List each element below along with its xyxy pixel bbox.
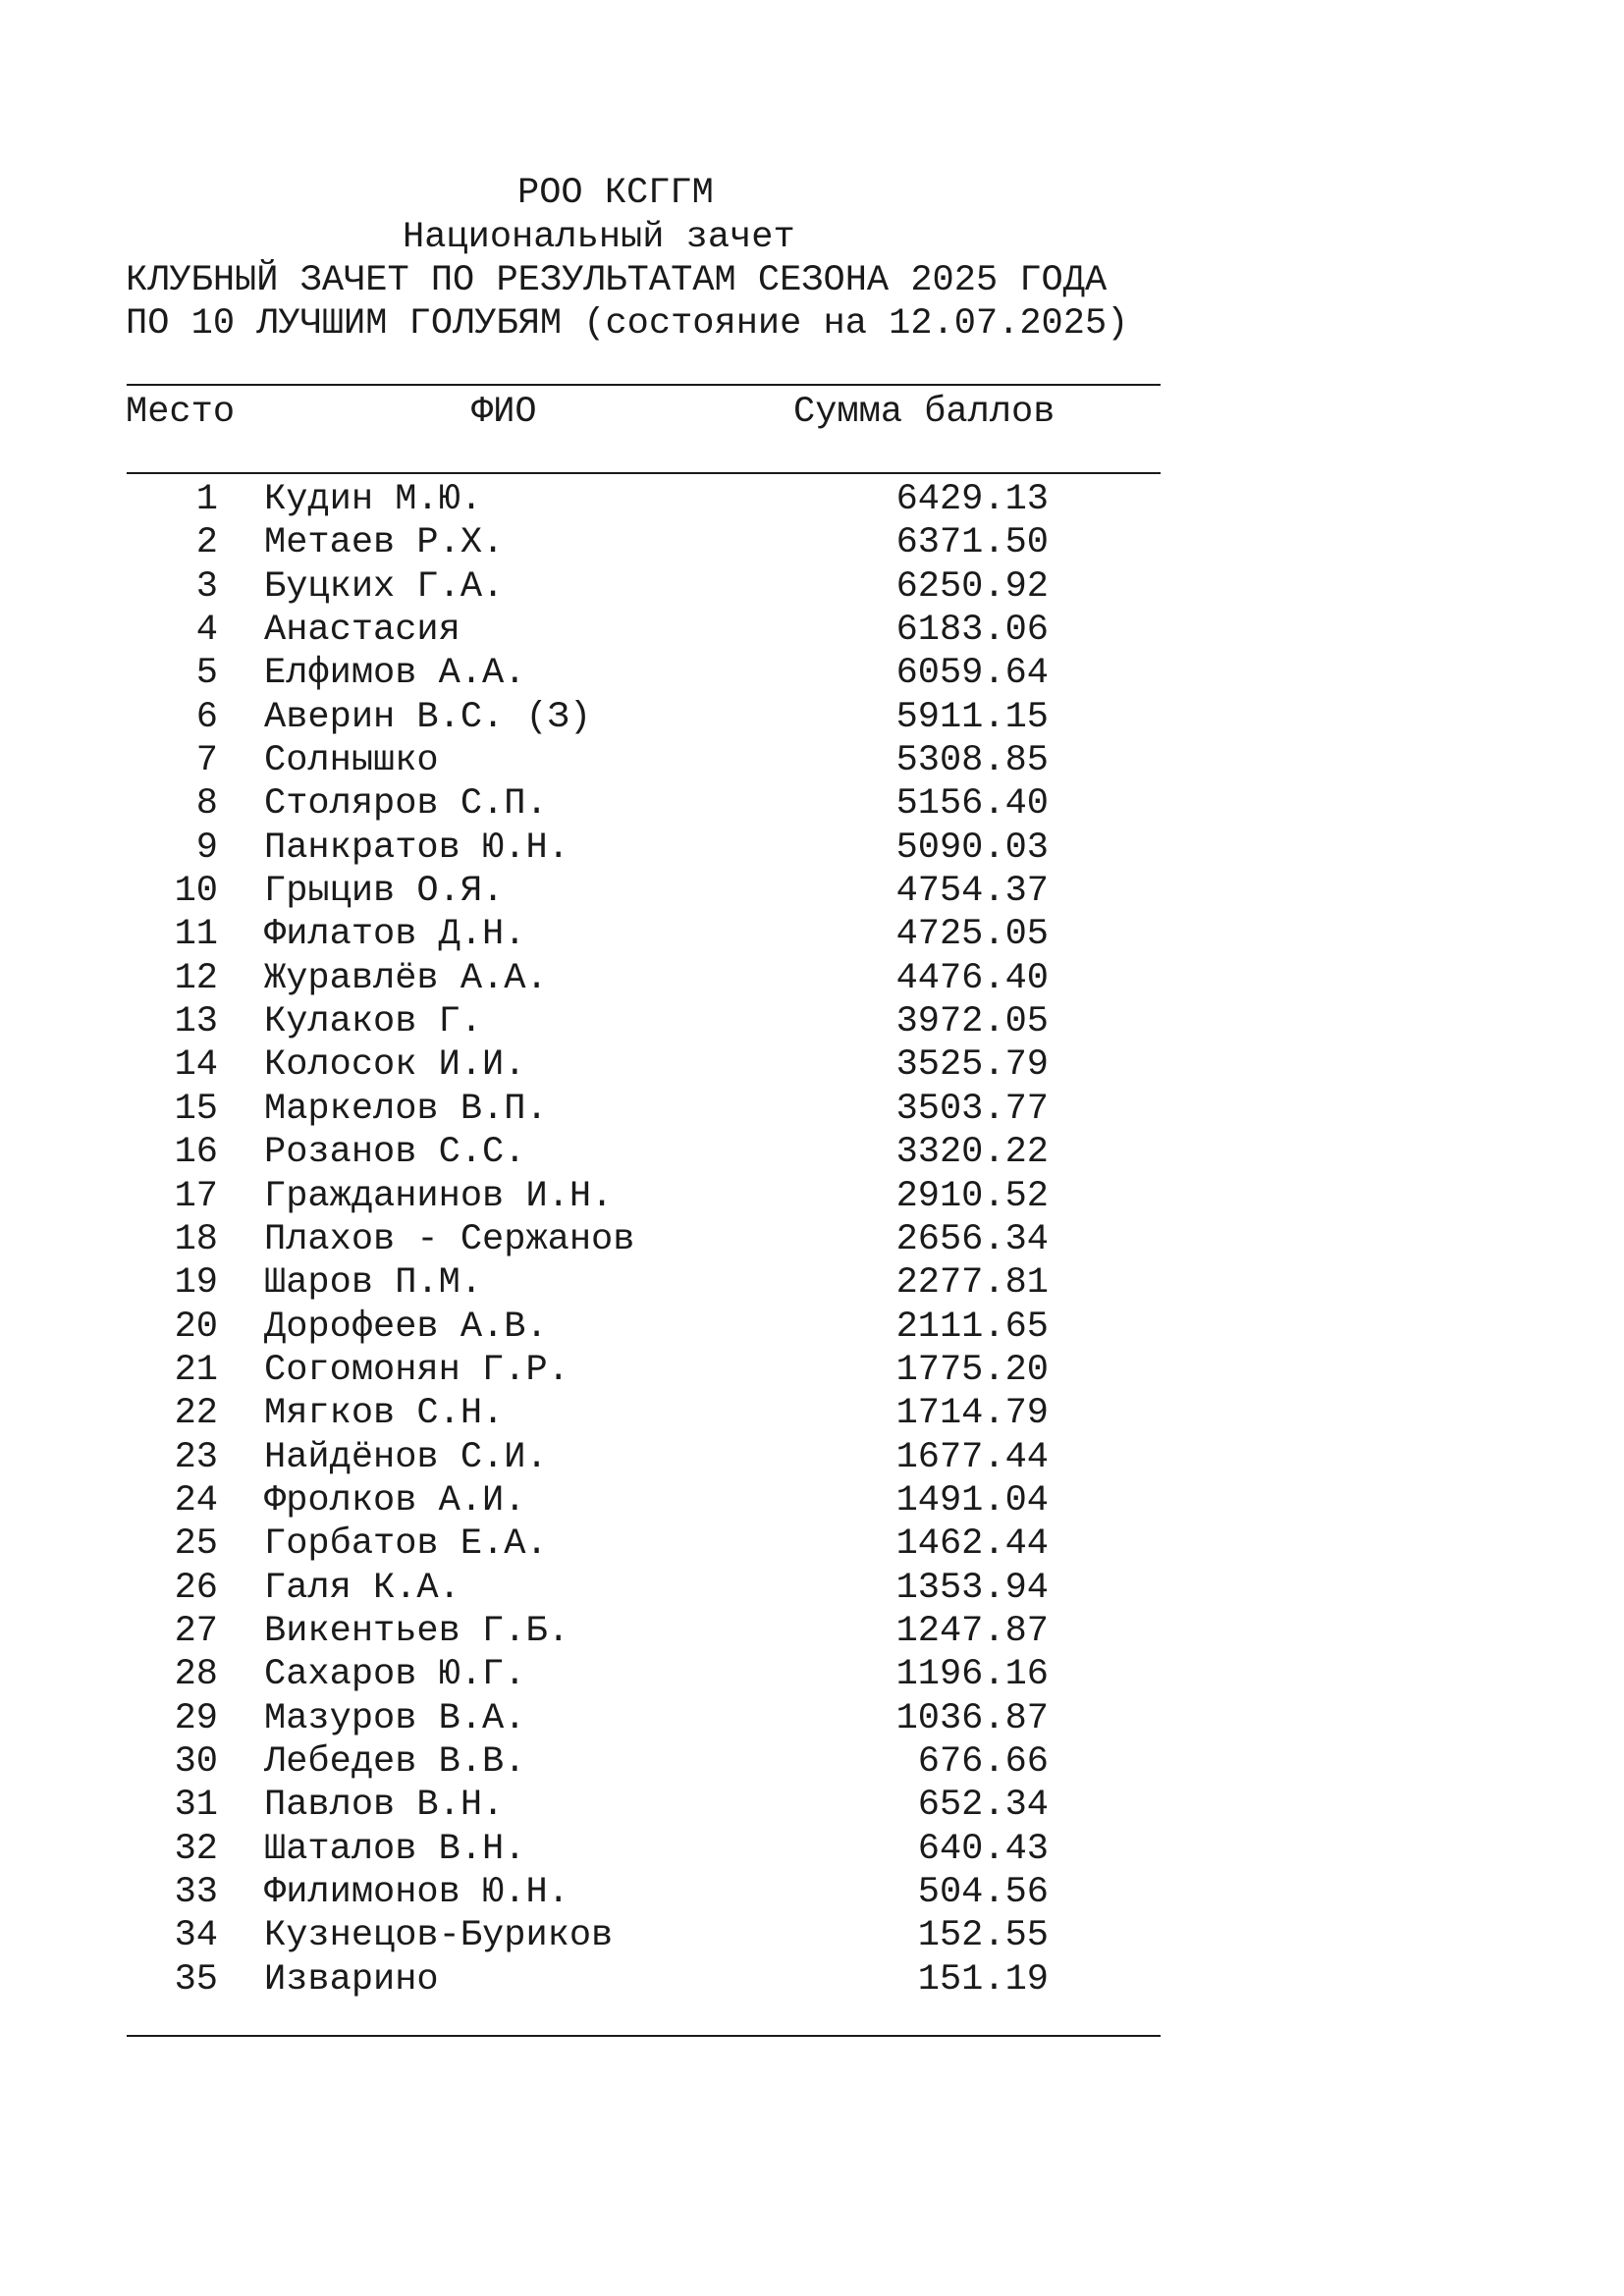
- row-name: Галя К.А.: [264, 1567, 460, 1609]
- table-row: [0, 1958, 1624, 2002]
- row-place: 29: [174, 1697, 218, 1739]
- table-row: [0, 739, 1624, 782]
- row-score: 1353.94: [895, 1567, 1049, 1609]
- row-place: 25: [174, 1523, 218, 1566]
- row-score: 3972.05: [895, 1001, 1049, 1043]
- row-score: 676.66: [917, 1740, 1049, 1783]
- row-score: 3525.79: [895, 1044, 1049, 1087]
- row-score: 3503.77: [895, 1088, 1049, 1130]
- row-name: Викентьев Г.Б.: [264, 1610, 569, 1652]
- row-place: 32: [174, 1828, 218, 1870]
- table-row: [0, 696, 1624, 739]
- table-row: [0, 1740, 1624, 1784]
- row-name: Кулаков Г.: [264, 1001, 483, 1043]
- row-score: 6250.92: [895, 565, 1049, 608]
- row-place: 20: [174, 1306, 218, 1348]
- table-row: [0, 1828, 1624, 1871]
- row-place: 7: [195, 740, 218, 782]
- table-row: [0, 957, 1624, 1000]
- table-row: [0, 870, 1624, 913]
- row-name: Розанов С.С.: [264, 1132, 526, 1174]
- row-place: 21: [174, 1349, 218, 1391]
- row-place: 10: [174, 871, 218, 913]
- row-name: Фролков А.И.: [264, 1479, 526, 1522]
- row-place: 16: [174, 1132, 218, 1174]
- row-name: Дорофеев А.В.: [264, 1306, 548, 1348]
- row-name: Панкратов Ю.Н.: [264, 827, 569, 869]
- row-score: 1196.16: [895, 1654, 1049, 1696]
- table-row: [0, 1043, 1624, 1087]
- row-place: 33: [174, 1872, 218, 1913]
- row-place: 1: [195, 479, 218, 520]
- table-row: [0, 1088, 1624, 1131]
- table-row: [0, 1436, 1624, 1479]
- row-place: 27: [174, 1610, 218, 1652]
- row-name: Анастасия: [264, 610, 460, 652]
- row-place: 24: [174, 1479, 218, 1522]
- row-score: 1775.20: [895, 1349, 1049, 1391]
- row-name: Изварино: [264, 1958, 439, 2001]
- row-place: 8: [195, 783, 218, 826]
- row-score: 152.55: [917, 1915, 1049, 1957]
- table-row: [0, 521, 1624, 564]
- row-place: 15: [174, 1088, 218, 1130]
- row-name: Гражданинов И.Н.: [264, 1175, 614, 1217]
- row-score: 5911.15: [895, 696, 1049, 738]
- table-bottom-rule: [127, 2035, 1161, 2037]
- table-row: [0, 1567, 1624, 1610]
- table-row: [0, 1479, 1624, 1522]
- row-place: 5: [195, 653, 218, 695]
- row-name: Кудин М.Ю.: [264, 479, 483, 520]
- row-place: 19: [174, 1262, 218, 1305]
- row-place: 35: [174, 1958, 218, 2001]
- table-row: [0, 1522, 1624, 1566]
- row-place: 31: [174, 1785, 218, 1827]
- row-name: Горбатов Е.А.: [264, 1523, 548, 1566]
- table-row: [0, 1697, 1624, 1740]
- row-place: 30: [174, 1740, 218, 1783]
- row-place: 4: [195, 610, 218, 652]
- document-subtitle: Национальный зачет: [403, 217, 795, 258]
- column-header-name: ФИО: [471, 392, 537, 433]
- row-place: 26: [174, 1567, 218, 1609]
- table-row: [0, 827, 1624, 870]
- table-row: [0, 913, 1624, 956]
- table-row: [0, 652, 1624, 695]
- document-title-line-1: КЛУБНЫЙ ЗАЧЕТ ПО РЕЗУЛЬТАТАМ СЕЗОНА 2025 ГОДА: [126, 260, 1108, 301]
- row-place: 14: [174, 1044, 218, 1087]
- row-name: Маркелов В.П.: [264, 1088, 548, 1130]
- row-name: Шаров П.М.: [264, 1262, 483, 1305]
- row-score: 1036.87: [895, 1697, 1049, 1739]
- row-name: Колосок И.И.: [264, 1044, 526, 1087]
- row-place: 17: [174, 1175, 218, 1217]
- row-score: 151.19: [917, 1958, 1049, 2001]
- row-place: 34: [174, 1915, 218, 1957]
- row-score: 6429.13: [895, 479, 1049, 520]
- row-name: Столяров С.П.: [264, 783, 548, 826]
- row-name: Филимонов Ю.Н.: [264, 1872, 569, 1913]
- table-row: [0, 609, 1624, 652]
- table-row: [0, 1131, 1624, 1174]
- row-score: 652.34: [917, 1785, 1049, 1827]
- row-place: 13: [174, 1001, 218, 1043]
- table-row: [0, 1914, 1624, 1957]
- table-row: [0, 1000, 1624, 1043]
- row-score: 5090.03: [895, 827, 1049, 869]
- table-row: [0, 1392, 1624, 1435]
- table-row: [0, 1261, 1624, 1305]
- org-name: РОО КСГГМ: [517, 173, 714, 214]
- row-place: 28: [174, 1654, 218, 1696]
- table-row: [0, 478, 1624, 521]
- row-score: 5308.85: [895, 740, 1049, 782]
- row-score: 2910.52: [895, 1175, 1049, 1217]
- row-name: Павлов В.Н.: [264, 1785, 505, 1827]
- row-place: 6: [195, 696, 218, 738]
- row-name: Журавлёв А.А.: [264, 957, 548, 999]
- row-place: 11: [174, 914, 218, 956]
- row-place: 12: [174, 957, 218, 999]
- row-score: 4754.37: [895, 871, 1049, 913]
- row-name: Сахаров Ю.Г.: [264, 1654, 526, 1696]
- row-score: 2111.65: [895, 1306, 1049, 1348]
- table-row: [0, 1871, 1624, 1914]
- row-score: 2277.81: [895, 1262, 1049, 1305]
- table-row: [0, 782, 1624, 826]
- row-place: 9: [195, 827, 218, 869]
- row-place: 23: [174, 1436, 218, 1478]
- row-score: 3320.22: [895, 1132, 1049, 1174]
- column-header-place: Место: [126, 392, 236, 433]
- row-name: Согомонян Г.Р.: [264, 1349, 569, 1391]
- row-score: 6183.06: [895, 610, 1049, 652]
- document-title-line-2: ПО 10 ЛУЧШИМ ГОЛУБЯМ (состояние на 12.07.2025): [126, 303, 1129, 345]
- row-score: 1462.44: [895, 1523, 1049, 1566]
- row-score: 1491.04: [895, 1479, 1049, 1522]
- row-name: Филатов Д.Н.: [264, 914, 526, 956]
- row-name: Метаев Р.Х.: [264, 522, 505, 564]
- row-name: Шаталов В.Н.: [264, 1828, 526, 1870]
- row-score: 6059.64: [895, 653, 1049, 695]
- header-bottom-rule: [127, 472, 1161, 474]
- row-place: 3: [195, 565, 218, 608]
- row-name: Плахов - Сержанов: [264, 1218, 635, 1260]
- row-score: 2656.34: [895, 1218, 1049, 1260]
- table-row: [0, 565, 1624, 609]
- table-row: [0, 1349, 1624, 1392]
- row-name: Найдёнов С.И.: [264, 1436, 548, 1478]
- row-name: Мягков С.Н.: [264, 1393, 505, 1435]
- row-name: Буцких Г.А.: [264, 565, 505, 608]
- row-score: 1247.87: [895, 1610, 1049, 1652]
- row-place: 22: [174, 1393, 218, 1435]
- row-place: 18: [174, 1218, 218, 1260]
- row-name: Кузнецов-Буриков: [264, 1915, 614, 1957]
- row-name: Солнышко: [264, 740, 439, 782]
- row-score: 640.43: [917, 1828, 1049, 1870]
- row-score: 4725.05: [895, 914, 1049, 956]
- table-row: [0, 1653, 1624, 1696]
- row-score: 4476.40: [895, 957, 1049, 999]
- table-row: [0, 1610, 1624, 1653]
- table-row: [0, 1306, 1624, 1349]
- row-name: Елфимов А.А.: [264, 653, 526, 695]
- row-name: Грыцив О.Я.: [264, 871, 505, 913]
- table-row: [0, 1218, 1624, 1261]
- row-score: 6371.50: [895, 522, 1049, 564]
- row-score: 1714.79: [895, 1393, 1049, 1435]
- row-score: 504.56: [917, 1872, 1049, 1913]
- row-score: 5156.40: [895, 783, 1049, 826]
- table-row: [0, 1175, 1624, 1218]
- row-name: Аверин В.С. (З): [264, 696, 592, 738]
- row-name: Лебедев В.В.: [264, 1740, 526, 1783]
- row-score: 1677.44: [895, 1436, 1049, 1478]
- table-row: [0, 1784, 1624, 1827]
- table-top-rule: [127, 384, 1161, 386]
- results-table: [0, 478, 1624, 2002]
- column-header-score: Сумма баллов: [793, 392, 1056, 433]
- row-place: 2: [195, 522, 218, 564]
- row-name: Мазуров В.А.: [264, 1697, 526, 1739]
